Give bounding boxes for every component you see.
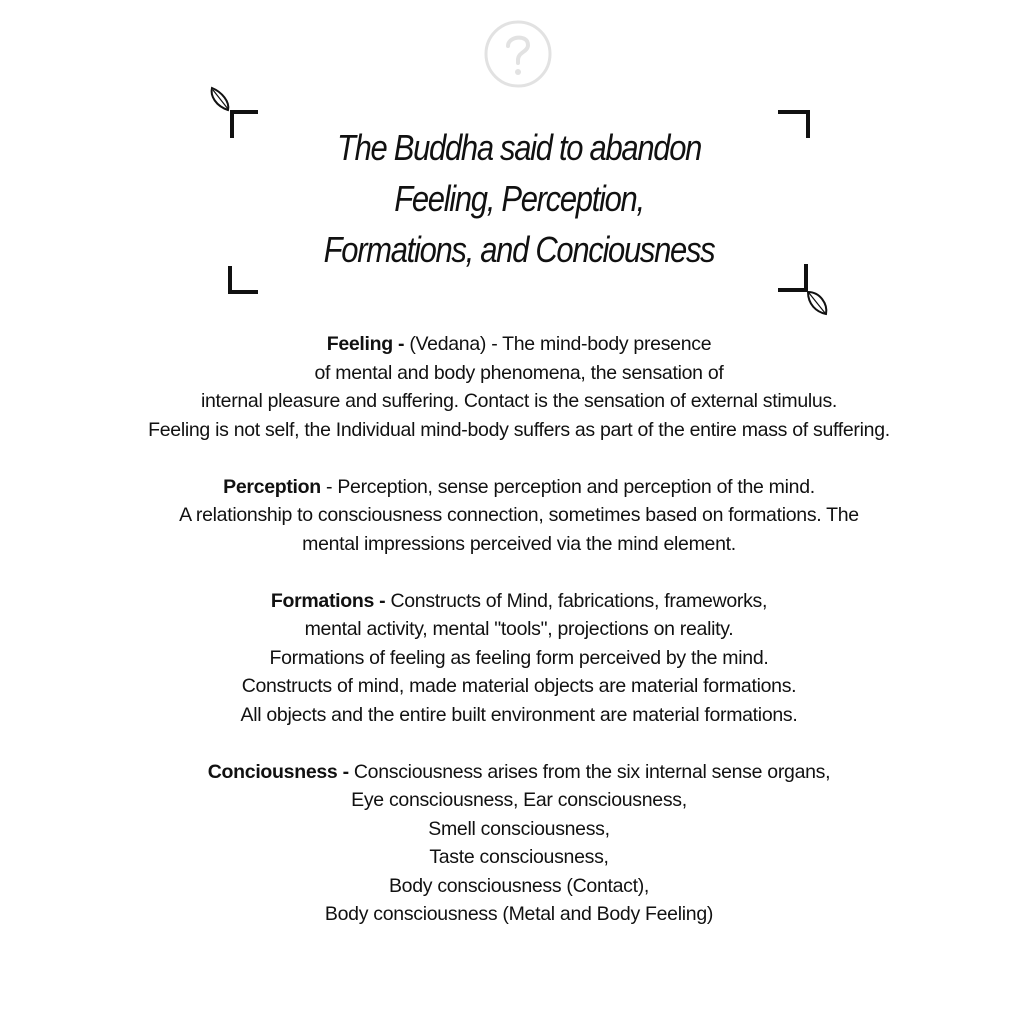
definition-text: Smell consciousness, [428, 817, 610, 840]
definition-text: Formations of feeling as feeling form perceived by the mind. [269, 646, 769, 669]
title-line: Feeling, Perception, [394, 178, 644, 219]
term-formations: Formations - [270, 589, 386, 612]
section-line [40, 330, 998, 359]
definition-text: Constructs of Mind, fabrications, frameworks, [385, 589, 768, 612]
help-circle-icon[interactable] [484, 20, 552, 88]
definition-text: of mental and body phenomena, the sensation of [314, 361, 724, 384]
corner-bracket-icon [776, 108, 812, 140]
definition-text: A relationship to consciousness connection, sometimes based on formations. The [179, 504, 859, 526]
definition-text: Feeling is not self, the Individual mind-body suffers as part of the entire mass of suffering. [148, 418, 890, 441]
definition-text: Body consciousness (Metal and Body Feeling) [324, 903, 714, 925]
definition-text: Body consciousness (Contact), [388, 874, 650, 897]
definition-text: Eye consciousness, Ear consciousness, [351, 789, 687, 811]
corner-bracket-sprout-icon [776, 262, 832, 318]
term-feeling: Feeling - [326, 333, 405, 355]
section-perception [40, 473, 998, 559]
term-consciousness: Conciousness - [207, 760, 349, 783]
definition-text: internal pleasure and suffering. Contact is the sensation of external stimulus. [200, 390, 838, 412]
definition-text: (Vedana) - The mind-body presence [404, 333, 712, 355]
section-line [40, 758, 998, 787]
definition-text: mental activity, mental "tools", projections on reality. [304, 618, 734, 640]
corner-bracket-icon [226, 262, 262, 298]
definition-text: - Perception, sense perception and perception of the mind. [320, 475, 815, 498]
definition-text: Constructs of mind, made material objects are material formations. [241, 675, 797, 697]
definition-text: All objects and the entire built environment are material formations. [240, 703, 798, 726]
page-title [298, 122, 740, 275]
definition-text: mental impressions perceived via the mind element. [302, 532, 736, 555]
section-feeling [40, 330, 998, 444]
section-consciousness [40, 758, 998, 929]
section-line [40, 473, 998, 502]
definition-text: Consciousness arises from the six internal sense organs, [348, 760, 831, 783]
section-line [40, 587, 998, 616]
section-formations [40, 587, 998, 730]
term-perception: Perception [223, 475, 321, 498]
title-line: Formations, and Conciousness [323, 229, 715, 270]
definition-text: Taste consciousness, [429, 846, 609, 868]
title-line: The Buddha said to abandon [336, 127, 702, 168]
definitions-body [40, 330, 998, 957]
corner-bracket-sprout-icon [208, 86, 262, 140]
